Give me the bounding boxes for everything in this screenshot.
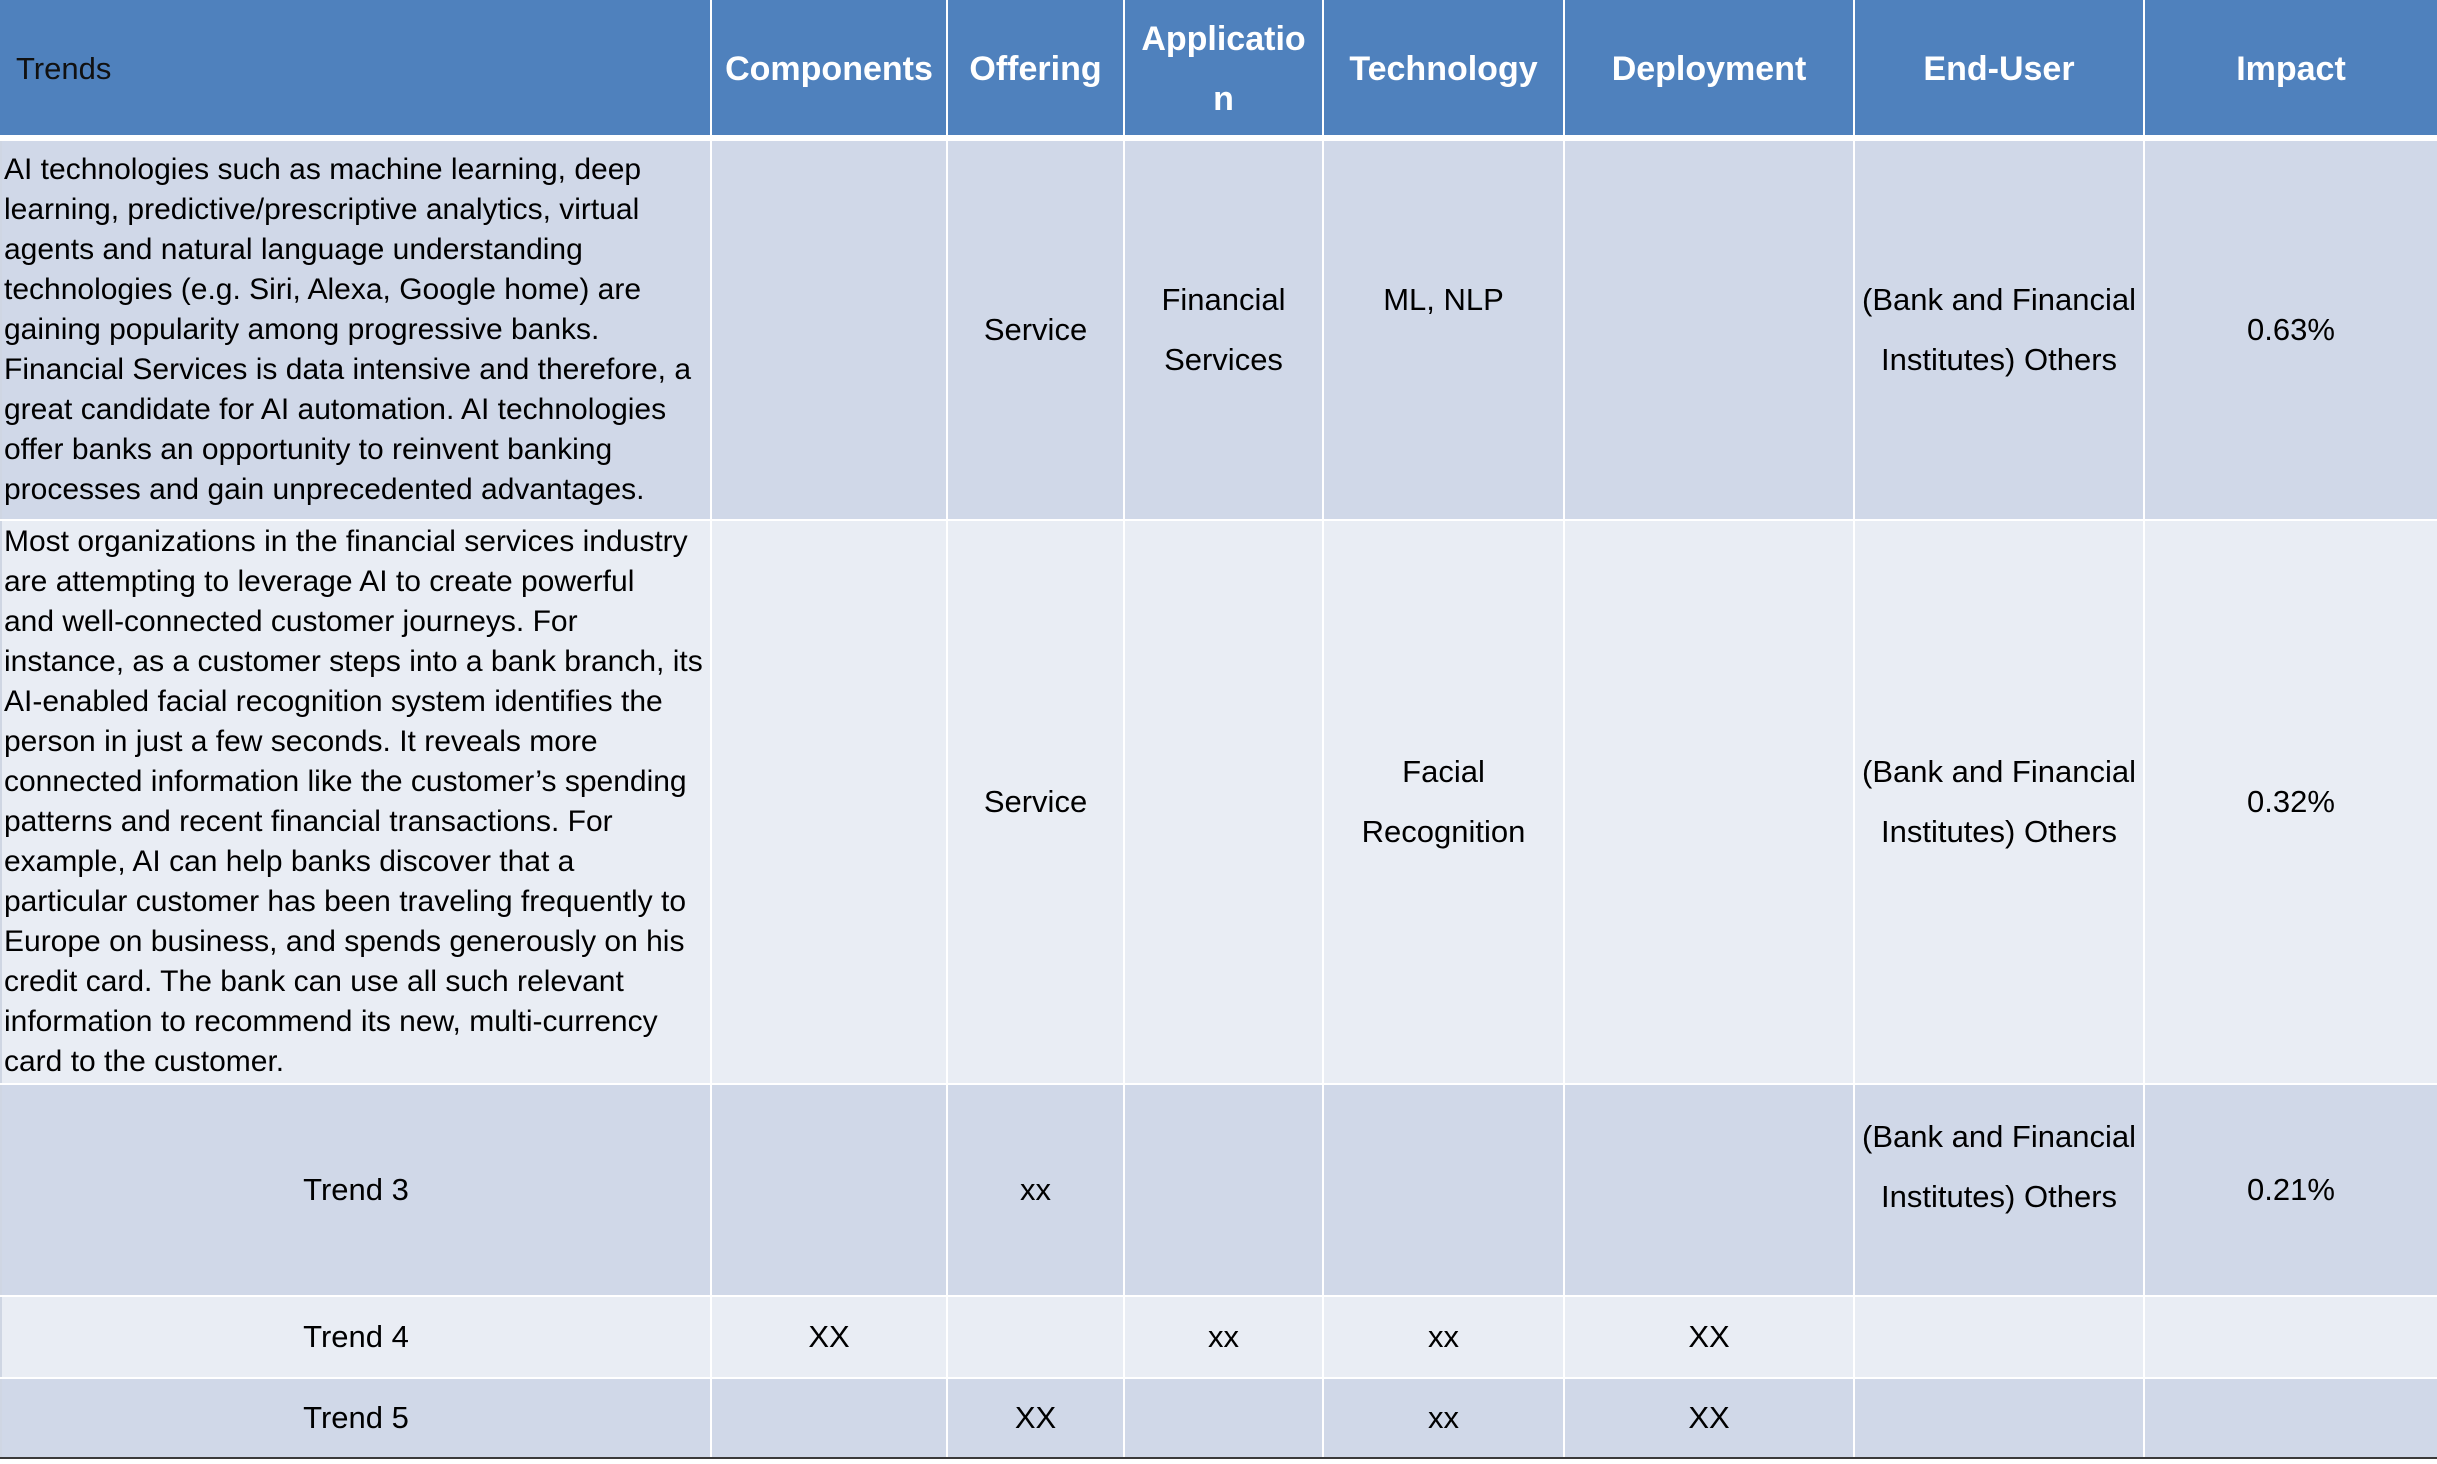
end-user-cell [1854, 1378, 2144, 1458]
offering-cell: Service [947, 138, 1124, 520]
table-row [1, 1296, 2437, 1378]
table-row [1, 520, 2437, 1084]
application-cell: Financial Services [1124, 138, 1323, 520]
header-offering: Offering [947, 1, 1124, 138]
application-cell [1124, 520, 1323, 1084]
end-user-cell: (Bank and Financial Institutes) Others [1854, 520, 2144, 1084]
header-impact: Impact [2144, 1, 2437, 138]
offering-cell: XX [947, 1378, 1124, 1458]
deployment-cell: XX [1564, 1296, 1854, 1378]
end-user-cell: (Bank and Financial Institutes) Others [1854, 138, 2144, 520]
deployment-cell [1564, 138, 1854, 520]
components-cell [711, 138, 947, 520]
offering-cell: Service [947, 520, 1124, 1084]
end-user-cell: (Bank and Financial Institutes) Others [1854, 1084, 2144, 1296]
impact-cell [2144, 1378, 2437, 1458]
technology-cell: Facial Recognition [1323, 520, 1564, 1084]
application-cell: xx [1124, 1296, 1323, 1378]
header-deployment: Deployment [1564, 1, 1854, 138]
table-row [1, 138, 2437, 520]
components-cell [711, 1378, 947, 1458]
deployment-cell [1564, 520, 1854, 1084]
trend-description: AI technologies such as machine learning, deep learning, predictive/prescriptive analytics, virtual agents and natural language understanding technologies (e.g. Siri, Alexa, Google home) are gaining popularity among progressive banks. Financial Services is data intensive and therefore, a great candidate for AI automation. AI technologies offer banks an opportunity to reinvent banking processes and gain unprecedented advantages. [1, 138, 711, 520]
impact-cell: 0.21% [2144, 1084, 2437, 1296]
trend-label: Trend 3 [1, 1084, 711, 1296]
deployment-cell [1564, 1084, 1854, 1296]
technology-cell: xx [1323, 1378, 1564, 1458]
trend-label: Trend 4 [1, 1296, 711, 1378]
header-components: Components [711, 1, 947, 138]
impact-cell: 0.63% [2144, 138, 2437, 520]
header-end-user: End-User [1854, 1, 2144, 138]
technology-cell: ML, NLP [1323, 138, 1564, 520]
components-cell [711, 1084, 947, 1296]
deployment-cell: XX [1564, 1378, 1854, 1458]
header-row [1, 1, 2437, 138]
impact-cell: 0.32% [2144, 520, 2437, 1084]
header-technology: Technology [1323, 1, 1564, 138]
trend-description: Most organizations in the financial services industry are attempting to leverage AI to create powerful and well-connected customer journeys. For instance, as a customer steps into a bank branch, its AI-enabled facial recognition system identifies the person in just a few seconds. It reveals more connected information like the customer’s spending patterns and recent financial transactions. For example, AI can help banks discover that a particular customer has been traveling frequently to Europe on business, and spends generously on his credit card. The bank can use all such relevant information to recommend its new, multi-currency card to the customer. [1, 520, 711, 1084]
application-cell [1124, 1084, 1323, 1296]
header-trends: Trends [1, 1, 711, 138]
components-cell [711, 520, 947, 1084]
offering-cell [947, 1296, 1124, 1378]
end-user-cell [1854, 1296, 2144, 1378]
technology-cell [1323, 1084, 1564, 1296]
table-row [1, 1378, 2437, 1458]
table-row [1, 1084, 2437, 1296]
offering-cell: xx [947, 1084, 1124, 1296]
application-cell [1124, 1378, 1323, 1458]
trend-label: Trend 5 [1, 1378, 711, 1458]
components-cell: XX [711, 1296, 947, 1378]
technology-cell: xx [1323, 1296, 1564, 1378]
header-application: Applicatio n [1124, 1, 1323, 138]
impact-cell [2144, 1296, 2437, 1378]
